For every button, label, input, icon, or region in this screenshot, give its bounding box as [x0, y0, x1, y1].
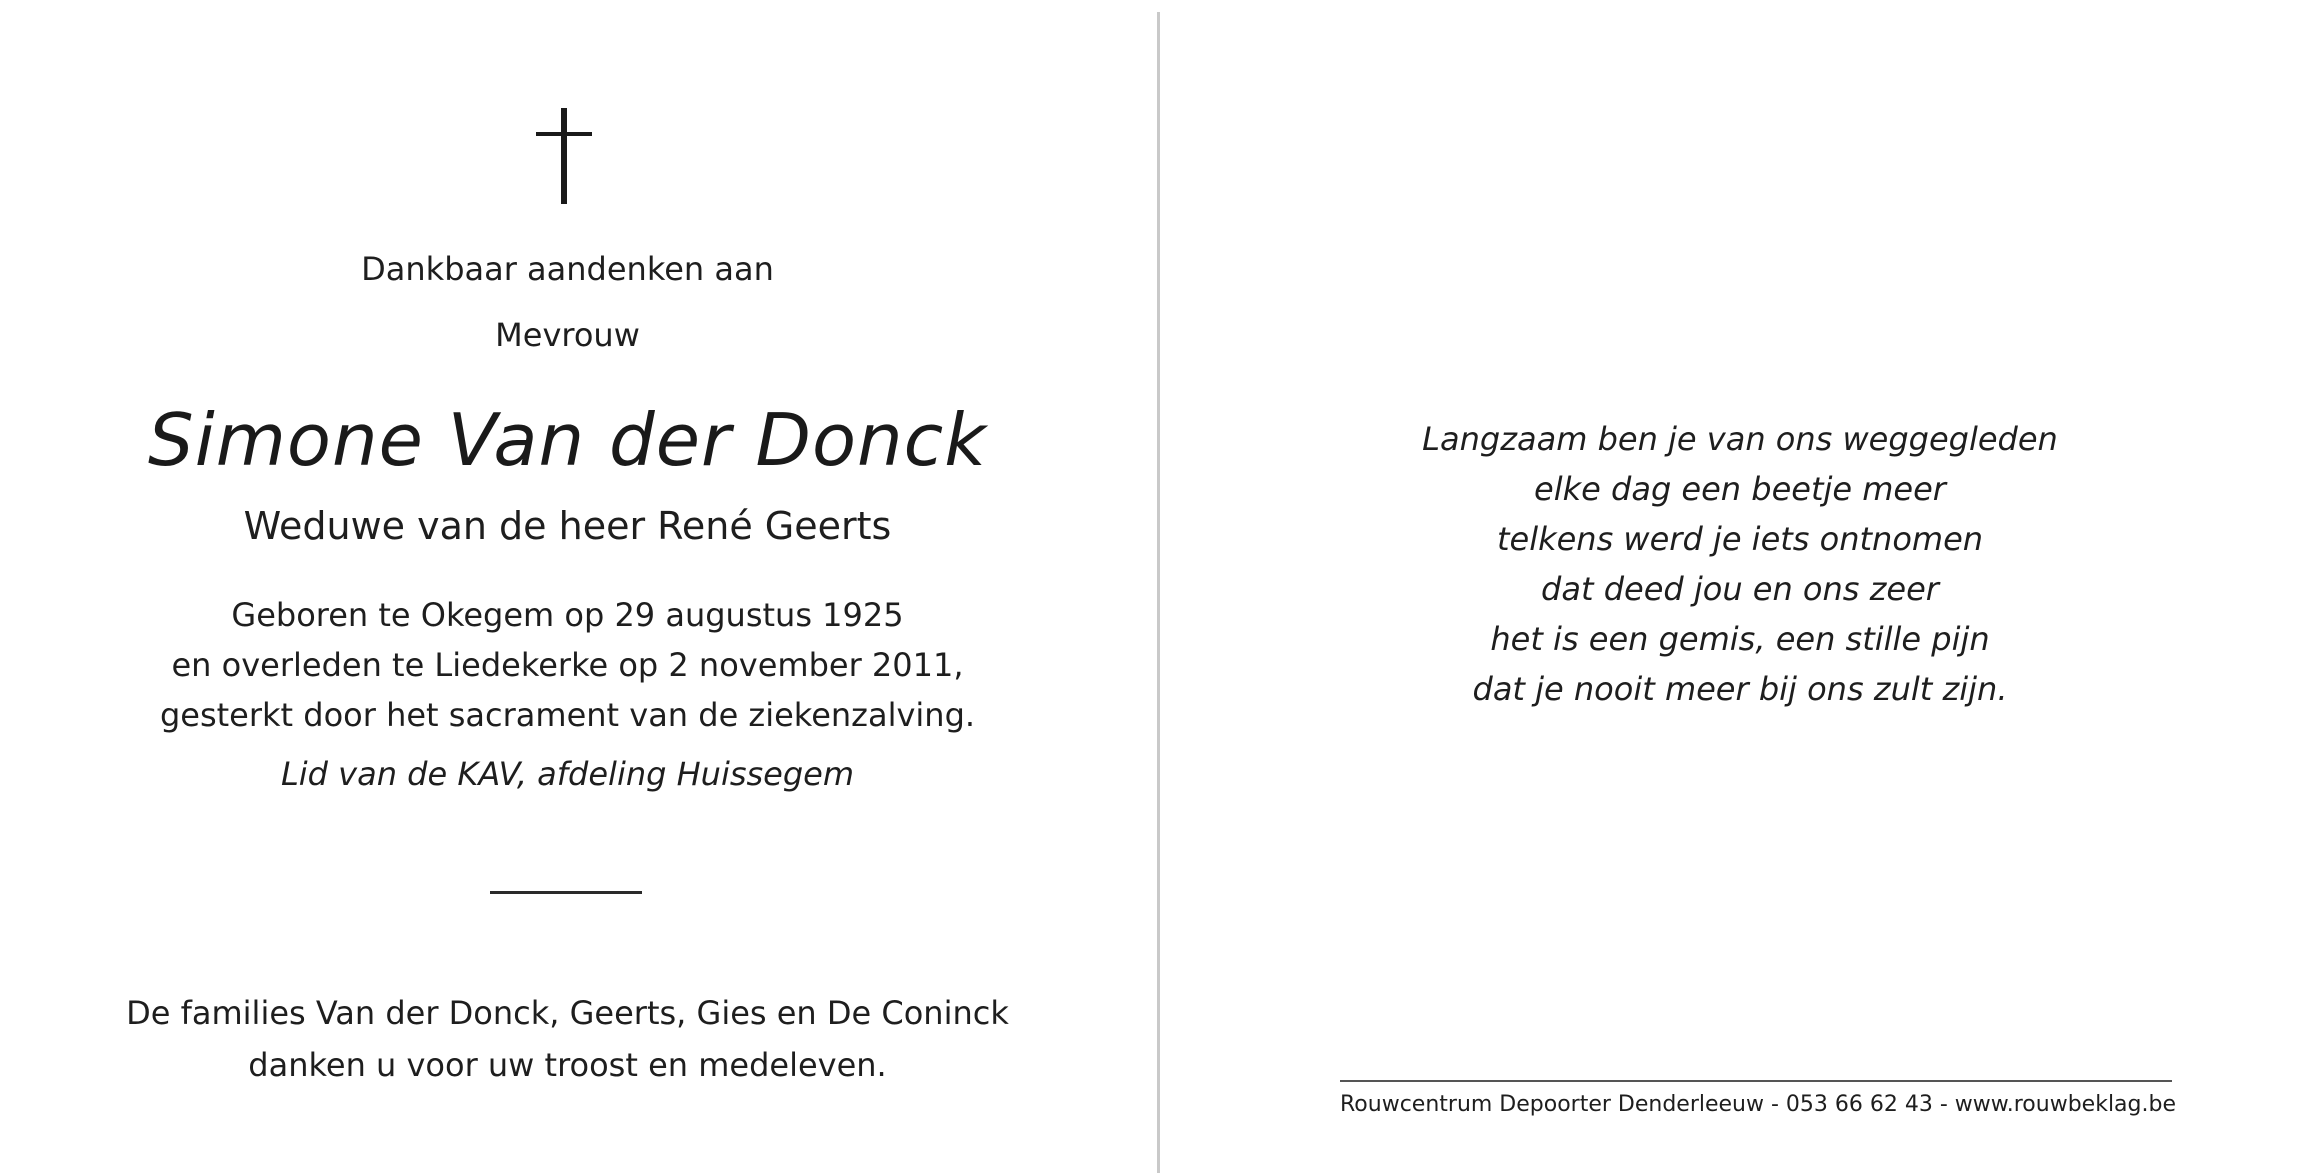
- poem-line: telkens werd je iets ontnomen: [1496, 520, 1984, 558]
- widow-text: Weduwe van de heer René Geerts: [243, 504, 892, 548]
- deceased-name: Simone Van der Donck: [148, 398, 987, 482]
- intro-text: Dankbaar aandenken aan: [361, 250, 774, 288]
- poem-line: dat je nooit meer bij ons zult zijn.: [1472, 670, 2008, 708]
- death-line: en overleden te Liedekerke op 2 november 2011,: [171, 646, 964, 684]
- poem-line: elke dag een beetje meer: [1534, 470, 1946, 508]
- poem-line: het is een gemis, een stille pijn: [1490, 620, 1990, 658]
- honorific-text: Mevrouw: [495, 316, 640, 354]
- birth-line: Geboren te Okegem op 29 augustus 1925: [231, 596, 904, 634]
- poem-block: [1164, 414, 2316, 714]
- card-right-panel: [1164, 0, 2316, 1173]
- divider-short: [490, 891, 642, 894]
- membership-text: Lid van de KAV, afdeling Huissegem: [280, 755, 855, 793]
- poem-line: dat deed jou en ons zeer: [1541, 570, 1939, 608]
- funeral-home-footer: Rouwcentrum Depoorter Denderleeuw - 053 66 62 43 - www.rouwbeklag.be: [1340, 1092, 2176, 1117]
- thanks-line: danken u voor uw troost en medeleven.: [248, 1046, 887, 1084]
- thanks-block: [0, 987, 1135, 1091]
- poem-line: Langzaam ben je van ons weggegleden: [1422, 420, 2058, 458]
- sacrament-line: gesterkt door het sacrament van de ziekenzalving.: [159, 696, 976, 734]
- card-fold-line: [1157, 12, 1160, 1173]
- cross-icon: [528, 108, 600, 204]
- footer-divider: [1340, 1080, 2172, 1082]
- thanks-line: De families Van der Donck, Geerts, Gies en De Coninck: [126, 994, 1009, 1032]
- birth-death-block: [0, 590, 1135, 740]
